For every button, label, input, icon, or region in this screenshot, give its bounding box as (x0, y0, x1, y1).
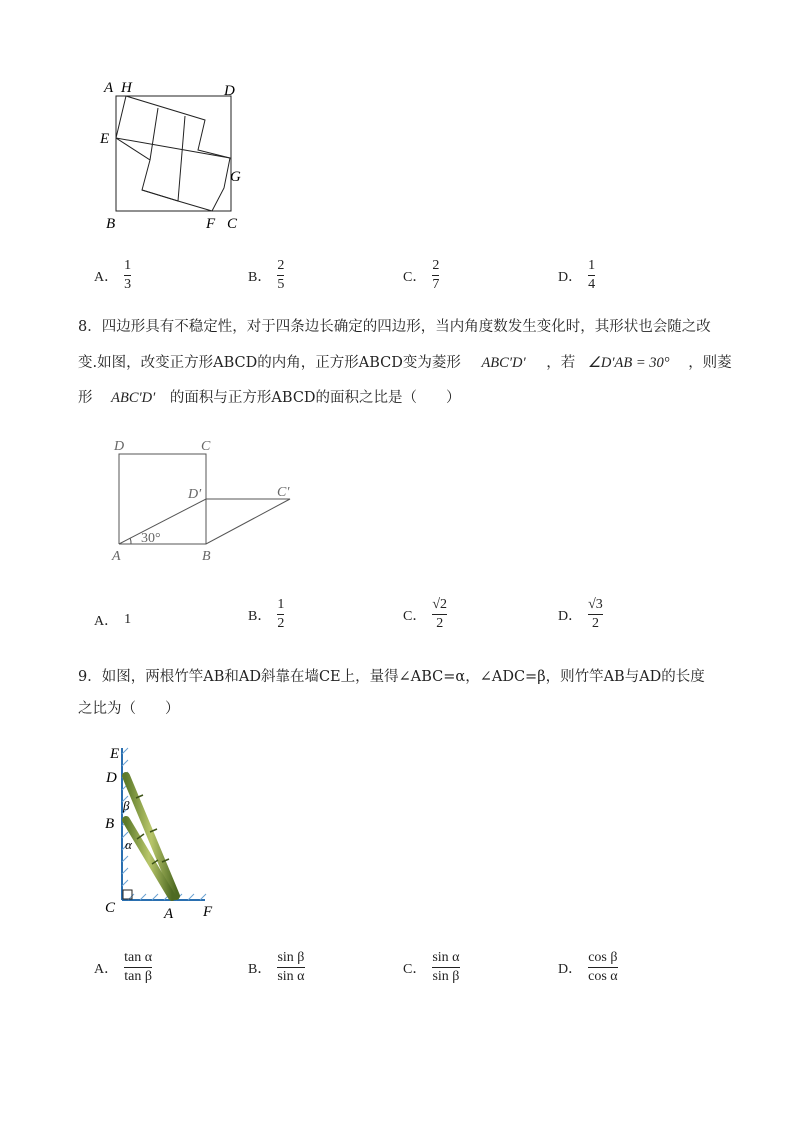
label-C: C (201, 439, 211, 454)
q9-line-2: 之比为（ ） (78, 701, 180, 717)
q8-option-b[interactable]: B． $\frac{1}{2}$ (248, 597, 285, 631)
q8-option-c[interactable]: C． $\frac{√2}{2}$ (403, 597, 448, 631)
fraction: $\frac{1}{2}$ (277, 597, 285, 631)
q7-option-a[interactable]: A． $\frac{1}{3}$ (94, 258, 132, 292)
q8-line-3: 形 ABC′D′ 的面积与正方形ABCD的面积之比是（ ） (78, 390, 461, 406)
label-D: D (224, 83, 235, 99)
fraction: $\frac{1}{3}$ (124, 258, 132, 292)
cross-shape (116, 96, 230, 211)
fraction: $\frac{\text{sin α}}{\text{sin β}}$ (432, 950, 460, 984)
q7-option-b[interactable]: B． $\frac{2}{5}$ (248, 258, 285, 292)
fraction: $\frac{2}{5}$ (277, 258, 285, 292)
label-E: E (100, 131, 110, 147)
label-B: B (105, 816, 115, 832)
q9-option-a[interactable]: A． $\frac{\text{tan α}}{\text{tan β}}$ (94, 950, 153, 984)
label-A: A (112, 549, 121, 564)
label-C: C (105, 900, 116, 916)
fraction: $\frac{√3}{2}$ (588, 597, 603, 631)
q8-option-a[interactable]: A． 1 (94, 612, 132, 629)
fraction: $\frac{√2}{2}$ (432, 597, 448, 631)
figure-q8-rhombus (104, 436, 304, 566)
label-alpha: α (125, 837, 132, 852)
fraction: $\frac{2}{7}$ (432, 258, 440, 292)
q8-option-d[interactable]: D． $\frac{√3}{2}$ (558, 597, 603, 631)
q9-option-d[interactable]: D． $\frac{\text{cos β}}{\text{cos α}}$ (558, 950, 618, 984)
label-A: A (164, 906, 174, 922)
label-beta: β (123, 798, 130, 813)
angle-arc (130, 538, 131, 544)
q9-option-b[interactable]: B． $\frac{\text{sin β}}{\text{sin α}}$ (248, 950, 305, 984)
label-D: D (114, 439, 125, 454)
label-D: D (106, 770, 117, 786)
label-E: E (110, 746, 120, 762)
angle-label: 30° (141, 531, 161, 546)
label-G: G (230, 169, 241, 185)
label-H: H (121, 80, 132, 96)
fraction: $\frac{\text{tan α}}{\text{tan β}}$ (124, 950, 153, 984)
label-F: F (206, 216, 216, 232)
q8-line-1: 8．四边形具有不稳定性，对于四条边长确定的四边形，当内角度数发生变化时，其形状也会随之改 (78, 319, 711, 335)
q9-option-c[interactable]: C． $\frac{\text{sin α}}{\text{sin β}}$ (403, 950, 460, 984)
q7-option-c[interactable]: C． $\frac{2}{7}$ (403, 258, 440, 292)
q9-line-1: 9．如图，两根竹竿AB和AD斜靠在墙CE上，量得∠ABC=α，∠ADC=β，则竹竿AB与AD的长度 (78, 669, 705, 685)
fraction: $\frac{1}{4}$ (588, 258, 596, 292)
label-B: B (202, 549, 211, 564)
label-B: B (106, 216, 116, 232)
label-F: F (203, 904, 213, 920)
q7-option-d[interactable]: D． $\frac{1}{4}$ (558, 258, 596, 292)
q8-line-2: 变.如图，改变正方形ABCD的内角，正方形ABCD变为菱形 ABC′D′ ，若 ∠D′AB = 30° ，则菱 (78, 355, 732, 371)
figure-q9-bamboo (100, 740, 230, 925)
label-C: C (227, 216, 238, 232)
fraction: $\frac{\text{cos β}}{\text{cos α}}$ (588, 950, 618, 984)
fraction: $\frac{\text{sin β}}{\text{sin α}}$ (277, 950, 305, 984)
label-A: A (104, 80, 114, 96)
label-Cprime: C′ (277, 485, 290, 500)
figure-q7-squares (98, 78, 258, 233)
label-Dprime: D′ (188, 487, 202, 502)
